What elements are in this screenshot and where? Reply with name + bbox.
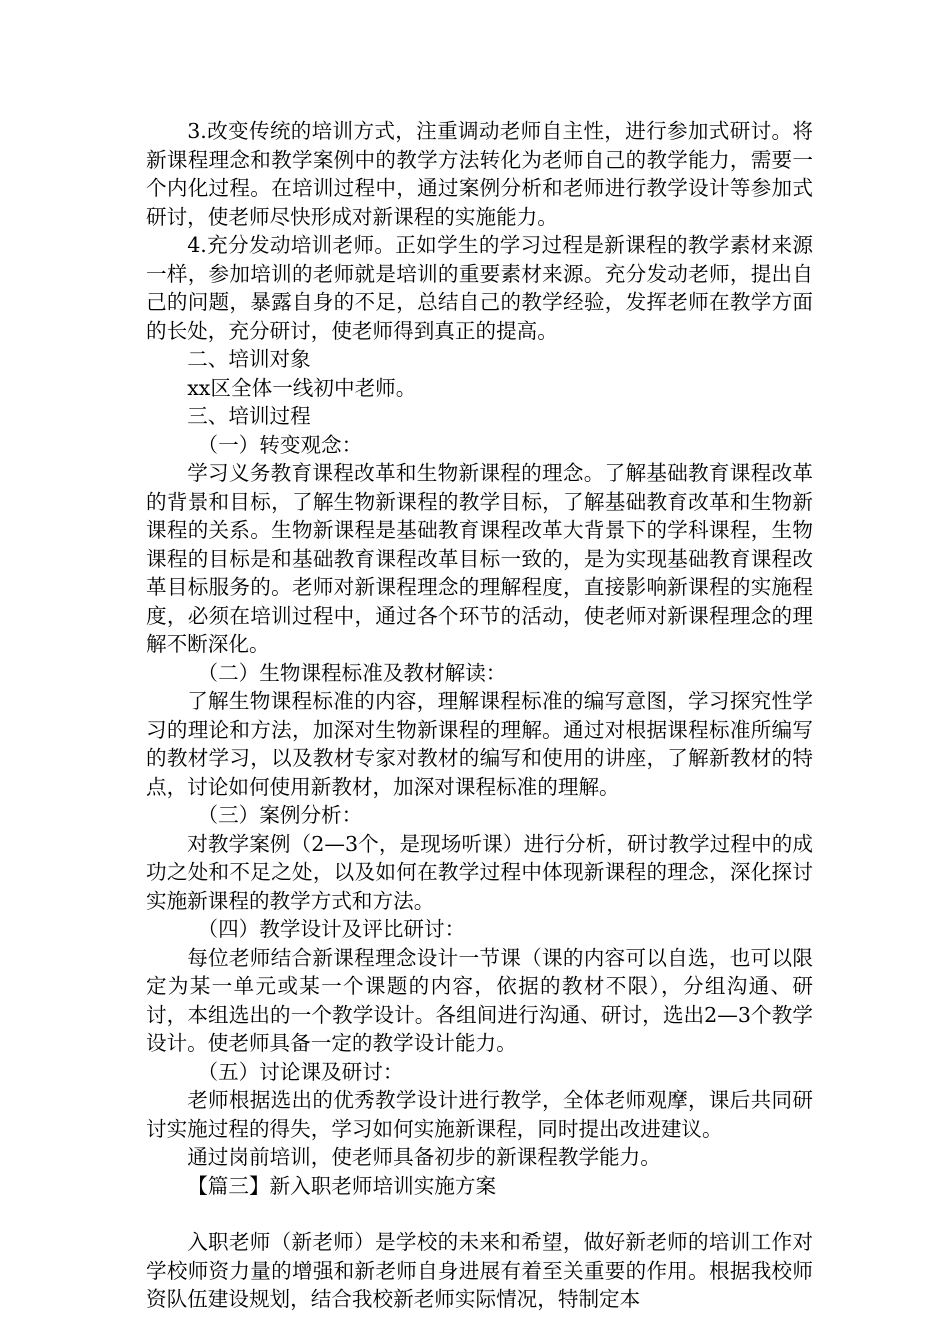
heading-training-process: 三、培训过程 [187, 404, 311, 428]
paragraph-discussion-class: 老师根据选出的优秀教学设计进行教学，全体老师观摩，课后共同研讨实施过程的得失，学习如何实施新课程，同时提出改进建议。 [146, 1088, 813, 1141]
document-page [146, 117, 813, 1314]
subheading-change-concepts: （一）转变观念： [197, 432, 363, 457]
blank-line [146, 1200, 813, 1228]
section-title-part-three: 【篇三】新入职老师培训实施方案 [187, 1173, 497, 1198]
paragraph-method-3: 3.改变传统的培训方式，注重调动老师自主性，进行参加式研讨。将新课程理念和教学案例中的教学方法转化为老师自己的教学能力，需要一个内化过程。在培训过程中，通过案例分析和老师进行教学设计等参加式研讨，使老师尽快形成对新课程的实施能力。 [146, 119, 813, 229]
paragraph-conclusion: 通过岗前培训，使老师具备初步的新课程教学能力。 [187, 1145, 661, 1169]
paragraph-new-teacher-intro: 入职老师（新老师）是学校的未来和希望，做好新老师的培训工作对学校师资力量的增强和新老师自身进展有着至关重要的作用。根据我校师资队伍建设规划，结合我校新老师实际情况，特制定本 [146, 1230, 813, 1311]
subheading-discussion-class: （五）讨论课及研讨： [197, 1059, 404, 1084]
heading-training-target: 二、培训对象 [187, 347, 311, 371]
paragraph-change-concepts: 学习义务教育课程改革和生物新课程的理念。了解基础教育课程改革的背景和目标，了解生物新课程的教学目标，了解基础教育改革和生物新课程的关系。生物新课程是基础教育课程改革大背景下的学科课程，生物课程的目标是和基础教育课程改革目标一致的，是为实现基础教育课程改革目标服务的。老师对新课程理念的理解程度，直接影响新课程的实施程度，必须在培训过程中，通过各个环节的活动，使老师对新课程理念的理解不断深化。 [146, 461, 813, 656]
subheading-case-analysis: （三）案例分析： [197, 803, 363, 827]
paragraph-case-analysis: 对教学案例（2—3个，是现场听课）进行分析，研讨教学过程中的成功之处和不足之处，以及如何在教学过程中体现新课程的理念，深化探讨实施新课程的教学方式和方法。 [146, 831, 813, 913]
subheading-teaching-design: （四）教学设计及评比研讨： [197, 917, 466, 941]
subheading-curriculum-standards: （二）生物课程标准及教材解读： [197, 660, 507, 685]
paragraph-training-target: xx区全体一线初中老师。 [187, 375, 417, 400]
paragraph-teaching-design: 每位老师结合新课程理念设计一节课（课的内容可以自选，也可以限定为某一单元或某一个课题的内容，依据的教材不限），分组沟通、研讨，本组选出的一个教学设计。各组间进行沟通、研讨，选出2—3个教学设计。使老师具备一定的教学设计能力。 [146, 945, 813, 1055]
paragraph-curriculum-standards: 了解生物课程标准的内容，理解课程标准的编写意图，学习探究性学习的理论和方法，加深对生物新课程的理解。通过对根据课程标准所编写的教材学习，以及教材专家对教材的编写和使用的讲座，了解新教材的特点，讨论如何使用新教材，加深对课程标准的理解。 [146, 689, 813, 799]
paragraph-method-4: 4.充分发动培训老师。正如学生的学习过程是新课程的教学素材来源一样，参加培训的老师就是培训的重要素材来源。充分发动老师，提出自己的问题，暴露自身的不足，总结自己的教学经验，发挥老师在教学方面的长处，充分研讨，使老师得到真正的提高。 [146, 233, 813, 343]
